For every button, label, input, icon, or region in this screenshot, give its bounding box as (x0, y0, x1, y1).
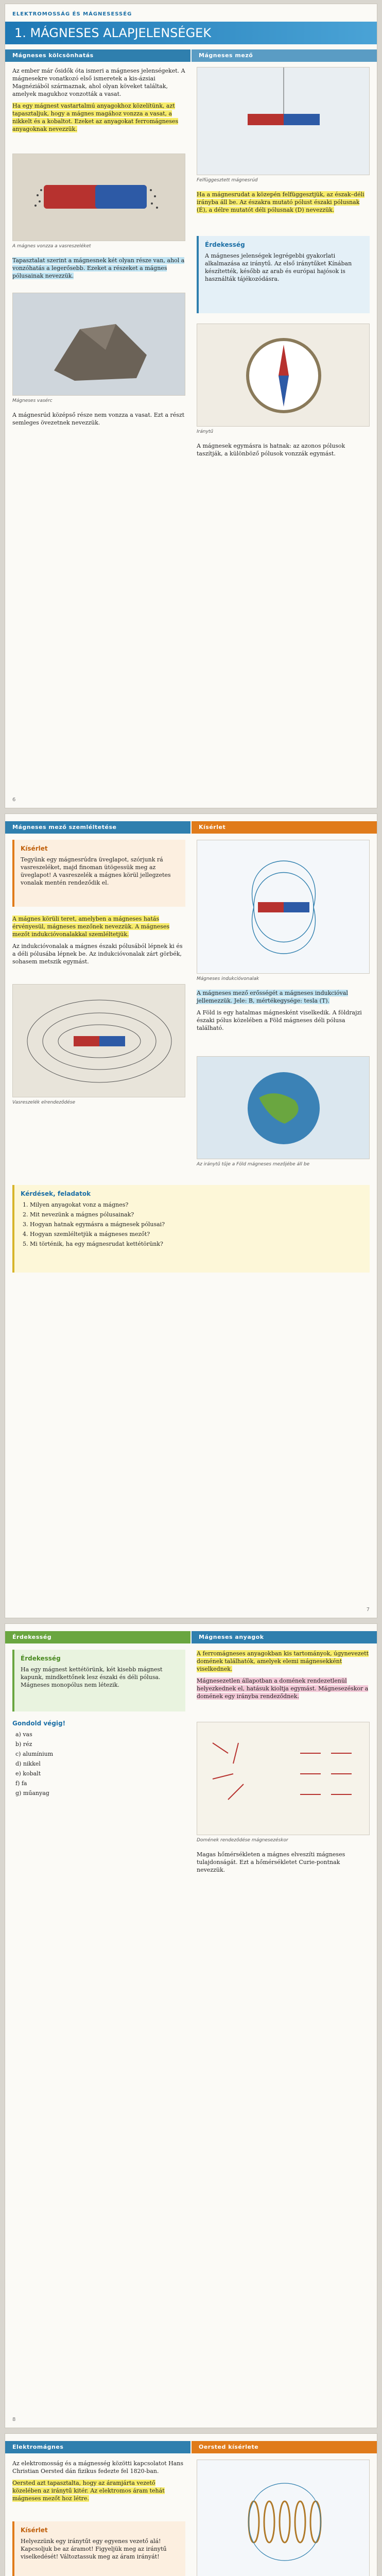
highlight: Tapasztalat szerint a mágnesnek két olyan része van, ahol a vonzóhatás a legerősebb. Ezeket a részeket a mágnes pólusainak nevezzük. (12, 257, 185, 279)
list-item: b) réz (15, 1741, 32, 1748)
page-number: 7 (366, 1607, 370, 1613)
field-lines-illustration (197, 840, 370, 974)
box-title: Érdekesség (205, 241, 245, 248)
figure-caption: A mágnes vonzza a vasreszeléket (12, 244, 91, 249)
list-item: 2. Mit nevezünk a mágnes pólusainak? (30, 1211, 363, 1218)
highlight: Oersted azt tapasztalta, hogy az áramjárta vezető közelében az iránytű kitér. Az elektromos áram tehát mágneses mezőt hoz létre. (12, 2480, 165, 2502)
highlight: A ferromágneses anyagokban kis tartományok, úgynevezett domének találhatók, amelyek elemi mágnesekként viselkednek. (197, 1650, 369, 1672)
ore-photo (12, 293, 185, 396)
compass-photo (197, 324, 370, 427)
highlight: Ha a mágnesrudat a közepén felfüggesztjük, az észak–déli irányba áll be. Az északra mutató pólust északi pólusnak (É), a délre mutatót déli pólusnak (D) nevezzük. (197, 191, 364, 213)
box-title: Kísérlet (21, 2527, 48, 2534)
list-item: 4. Hogyan szemléltetjük a mágneses mezőt? (30, 1230, 363, 1238)
paragraph: A mágnesrúd középső része nem vonzza a vasat. Ezt a részt semleges övezetnek nevezzük. (12, 412, 185, 426)
figure-caption: Mágneses indukcióvonalak (197, 976, 259, 981)
list-item: 5. Mi történik, ha egy mágnesrudat kettétörünk? (30, 1240, 363, 1248)
list-item: e) kobalt (15, 1770, 41, 1777)
paragraph (12, 257, 185, 280)
right-column (197, 989, 370, 1036)
section-strip: Oersted kísérlete (192, 2441, 377, 2453)
list-item: a) vas (15, 1731, 32, 1738)
paragraph: Az elektromosság és a mágnesség közötti kapcsolatot Hans Christian Oersted dán fizikus fedezte fel 1820-ban. (12, 2460, 184, 2475)
box-text: Helyezzünk egy iránytűt egy egyenes vezető alá! Kapcsoljuk be az áramot! Figyeljük meg az iránytű viselkedését! Változtassuk meg az áram irányát! (21, 2538, 167, 2560)
section-strip: Mágneses kölcsönhatás (5, 49, 190, 62)
right-column (197, 1851, 370, 1878)
page-title: 1. MÁGNESES ALAPJELENSÉGEK (5, 22, 377, 44)
magnet-photo (12, 154, 185, 241)
figure-caption: Vasreszelék elrendeződése (12, 1100, 76, 1105)
tasks-box (12, 1185, 370, 1273)
left-column (12, 2460, 185, 2506)
highlight: Ha egy mágnest vastartalmú anyagokhoz közelítünk, azt tapasztaljuk, hogy a mágnes magához vonzza a vasat, a nikkelt és a kobaltot. Ezeket az anyagokat ferromágneses anyagoknak nevezzük. (12, 103, 179, 132)
box-title: Érdekesség (21, 1655, 61, 1662)
page-2 (5, 814, 377, 1618)
paragraph: A mágnesek egymásra is hatnak: az azonos pólusok taszítják, a különböző pólusok vonzzák egymást. (197, 443, 345, 457)
figure-caption: Domének rendeződése mágnesezéskor (197, 1838, 288, 1843)
suspended-magnet-photo (197, 67, 370, 175)
domain-illustration (197, 1722, 370, 1835)
list-title: Gondold végig! (12, 1720, 66, 1727)
section-strip: Mágneses mező (192, 49, 377, 62)
task-list (21, 1201, 363, 1248)
figure-caption: Iránytű (197, 429, 214, 434)
paragraph (12, 2479, 185, 2502)
compass-illustration (197, 324, 370, 427)
page-4 (5, 2434, 377, 2576)
material-list (12, 1731, 185, 1797)
box-title: Kísérlet (21, 845, 48, 852)
paragraph: Az ember már ősidők óta ismeri a mágneses jelenségeket. A mágnesekre vonatkozó első ismeretek a kis-ázsiai Magnéziából származnak, ahol olyan köveket találtak, amelyek magukhoz vonzották a vasat. (12, 67, 185, 97)
experiment-box (12, 2521, 185, 2576)
right-column (197, 1650, 370, 1704)
highlight: A mágnes körüli teret, amelyben a mágneses hatás érvényesül, mágneses mezőnek nevezzük. A mágneses mezőt indukcióvonalakkal szemléltetjük. (12, 916, 170, 938)
page-1 (5, 4, 377, 808)
paragraph (12, 102, 185, 133)
field-lines-diagram (197, 840, 370, 974)
coil-diagram (197, 2460, 370, 2576)
box-text: Tegyünk egy mágnesrúdra üveglapot, szórjunk rá vasreszeléket, majd finoman ütögessük meg az üveglapot! A vasreszelék a mágnes körül jellegzetes vonalak mentén rendeződik el. (21, 856, 171, 886)
figure-caption: Felfüggesztett mágnesrúd (197, 178, 258, 183)
list-item: f) fa (15, 1780, 27, 1787)
section-strip: Elektromágnes (5, 2441, 190, 2453)
left-column (12, 67, 185, 137)
section-strip: Mágneses mező szemléltetése (5, 821, 190, 834)
highlight: A mágneses mező erősségét a mágneses indukcióval jellemezzük. Jele: B, mértékegysége: tesla (T). (197, 990, 348, 1004)
interesting-box (197, 236, 370, 313)
filings-illustration (13, 985, 185, 1097)
earth-compass-photo (197, 1056, 370, 1159)
paragraph: Az indukcióvonalak a mágnes északi pólusából lépnek ki és a déli pólusába lépnek be. Az indukcióvonalak zárt görbék, sohasem metszik egymást. (12, 943, 183, 965)
left-column (12, 1720, 185, 1800)
magnet-illustration (13, 154, 185, 241)
page-3 (5, 1624, 377, 2428)
section-strip: Érdekesség (5, 1631, 190, 1643)
right-column (197, 442, 370, 462)
interesting-box (12, 1650, 185, 1711)
left-column (12, 915, 185, 970)
list-item: c) alumínium (15, 1751, 54, 1757)
page-number: 8 (12, 2417, 16, 2422)
figure-caption: Az iránytű tűje a Föld mágneses mezőjébe áll be (197, 1162, 310, 1167)
paragraph: Magas hőmérsékleten a mágnes elveszíti mágneses tulajdonságát. Ezt a hőmérsékletet Curie-pontnak nevezzük. (197, 1851, 345, 1873)
paragraph: A Föld is egy hatalmas mágnesként viselkedik. A földrajzi északi pólus közelében a Föld mágneses déli pólusa található. (197, 1009, 362, 1031)
box-text: Ha egy mágnest kettétörünk, két kisebb mágnest kapunk, mindkettőnek lesz északi és déli pólusa. Mágneses monopólus nem létezik. (21, 1666, 163, 1688)
domain-diagram (197, 1722, 370, 1835)
earth-compass-illustration (197, 1057, 370, 1159)
paragraph (197, 989, 370, 1005)
paragraph (197, 1677, 370, 1700)
figure-caption: Mágneses vasérc (12, 398, 53, 403)
list-item: 3. Hogyan hatnak egymásra a mágnesek pólusai? (30, 1221, 363, 1228)
box-text: A mágneses jelenségek legrégebbi gyakorlati alkalmazása az iránytű. Az első iránytűket Kínában készítették, később az arab és európai hajósok is használták tájékozódásra. (205, 252, 352, 282)
page-number: 6 (12, 797, 16, 803)
left-column (12, 257, 185, 284)
section-strip: Mágneses anyagok (192, 1631, 377, 1643)
paragraph (197, 191, 370, 214)
box-title: Kérdések, feladatok (21, 1190, 91, 1197)
experiment-box (12, 840, 185, 907)
list-item: d) nikkel (15, 1760, 41, 1767)
list-item: 1. Milyen anyagokat vonz a mágnes? (30, 1201, 363, 1209)
ore-illustration (13, 293, 185, 396)
section-strip: Kísérlet (192, 821, 377, 834)
suspended-magnet-illustration (197, 67, 370, 175)
chapter-label: ELEKTROMOSSÁG ÉS MÁGNESESSÉG (12, 11, 132, 17)
paragraph (12, 915, 185, 938)
left-column (12, 411, 185, 431)
right-column (197, 191, 370, 218)
highlight: Mágnesezetlen állapotban a domének rendezetlenül helyezkednek el, hatásuk kioltja egymást. Mágnesezéskor a domének egy irányba rendeződnek. (197, 1677, 369, 1700)
coil-illustration (197, 2460, 370, 2576)
filings-photo (12, 984, 185, 1097)
paragraph (197, 1650, 370, 1673)
list-item: g) műanyag (15, 1790, 49, 1797)
